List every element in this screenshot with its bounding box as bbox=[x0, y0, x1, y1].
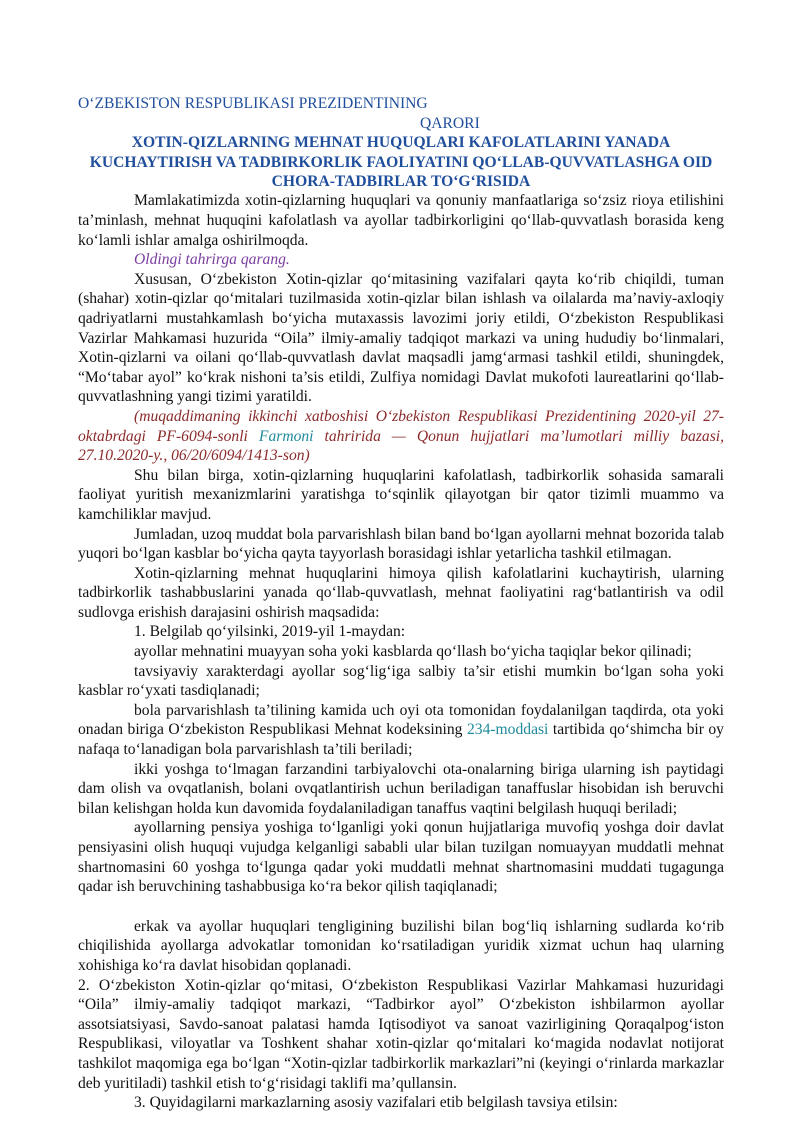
item-1: 1. Belgilab qo‘yilsinki, 2019-yil 1-maydan: bbox=[134, 623, 406, 641]
item-1-pension: ayollarning pensiya yoshiga to‘lganligi yoki qonun hujjatlariga muvofiq yoshga doir davlat pensiyasini olish huquqi vujudga kelganligi sababli ular bilan tuzilgan nomuayyan muddatli mehnat shartnomasini 60 yoshga to‘lgunga qadar yoki muddatli mehnat shartnomasini muddati tugagunga qadar ish beruvchining tashabbusiga ko‘ra bekor qilish taqiqlanadi; bbox=[78, 819, 724, 896]
amendment-note-text: (muqaddimaning ikkinchi xatboshisi O‘zbekiston Respublikasi Prezidentining 2020-yil 27-oktabrdagi PF-6094-sonli bbox=[78, 407, 724, 445]
parental-leave-rest: tartibida qo‘shimcha bir oy nafaqa to‘lanadigan bola parvarishlash ta’tili beriladi; bbox=[78, 721, 724, 759]
item-2: 2. O‘zbekiston Xotin-qizlar qo‘mitasi, O‘zbekiston Respublikasi Vazirlar Mahkamasi huzuridagi “Oila” ilmiy-amaliy tadqiqot markazi, “Tadbirkor ayol” O‘zbekiston ishbilarmon ayollar assotsiatsiyasi, Savdo-sanoat palatasi hamda Iqtisodiyot va sanoat vazirligining Qoraqalpog‘iston Respublikasi, viloyatlar va Toshkent shahar xotin-qizlar qo‘mitalari ko‘magida nodavlat notijorat tashkilot maqomiga ega bo‘lgan “Xotin-qizlar tadbirkorlik markazlari”ni (keyingi o‘rinlarda markazlar deb yuritiladi) tashkil etish to‘g‘risidagi taklifi ma’qullansin. bbox=[78, 976, 724, 1092]
item-1-parental-leave bbox=[78, 701, 724, 760]
previous-edition-link[interactable]: Oldingi tahrirga qarang. bbox=[134, 251, 290, 269]
paragraph-intro: Mamlakatimizda xotin-qizlarning huquqlari va qonuniy manfaatlariga so‘zsiz rioya etilishini ta’minlash, mehnat huquqini kafolatlash va ayollar tadbirkorligini qo‘llab-quvvatlash borasida keng ko‘lamli ishlar amalga oshirilmoqda. bbox=[78, 192, 724, 249]
document-title: XOTIN-QIZLARNING MEHNAT HUQUQLARI KAFOLATLARINI YANADA KUCHAYTIRISH VA TADBIRKORLIK FAOLIYATINI QO‘LLAB-QUVVATLASHGA OID CHORA-TADBIRLAR TO‘G‘RISIDA bbox=[89, 134, 713, 190]
amendment-note bbox=[78, 407, 724, 466]
amendment-note-source: tahririda — Qonun hujjatlari ma’lumotlari milliy bazasi, 27.10.2020-y., 06/20/6094/1413-son) bbox=[78, 427, 724, 465]
header-doc-type: QARORI bbox=[420, 114, 480, 132]
header-issuer: O‘ZBEKISTON RESPUBLIKASI PREZIDENTINING bbox=[78, 95, 428, 112]
item-1-legal-aid: erkak va ayollar huquqlari tengligining buzilishi bilan bog‘liq ishlarning sudlarda ko‘rib chiqilishida ayollarga advokatlar tomonidan ko‘rsatiladigan yuridik xizmat uchun haq ularning xohishiga ko‘ra davlat hisobidan qoplanadi. bbox=[78, 917, 724, 974]
item-1-list-approved: tavsiyaviy xarakterdagi ayollar sog‘lig‘iga salbiy ta’sir etishi mumkin bo‘lgan soha yoki kasblar ro‘yxati tasdiqlanadi; bbox=[78, 662, 724, 700]
parental-leave-text: bola parvarishlash ta’tilining kamida uch oyi ota tomonidan foydalanilgan taqdirda, ota yoki onadan biriga O‘zbekiston Respublikasi Mehnat kodeksining bbox=[78, 701, 724, 739]
spacer bbox=[78, 897, 724, 917]
paragraph-purpose: Xotin-qizlarning mehnat huquqlarini himoya qilish kafolatlarini kuchaytirish, ularning tadbirkorlik tashabbuslarini yanada qo‘llab-quvvatlash, mehnat faoliyatini rag‘batlantirish va odil sudlovga erishish darajasini oshirish maqsadida: bbox=[78, 564, 724, 621]
item-3: 3. Quyidagilarni markazlarning asosiy vazifalari etib belgilash tavsiya etilsin: bbox=[134, 1094, 618, 1112]
document-page bbox=[78, 94, 724, 1113]
item-1-ban-lifted: ayollar mehnatini muayyan soha yoki kasblarda qo‘llash bo‘yicha taqiqlar bekor qilinadi; bbox=[134, 643, 692, 661]
paragraph-measures: Xususan, O‘zbekiston Xotin-qizlar qo‘mitasining vazifalari qayta ko‘rib chiqildi, tuman (shahar) xotin-qizlar qo‘mitalari tuzilmasida xotin-qizlar bilan ishlash va oilalarda ma’naviy-axloqiy qadriyatlarni mustahkamlash bo‘yicha mutaxassis lavozimi joriy etildi, O‘zbekiston Respublikasi Vazirlar Mahkamasi huzurida “Oila” ilmiy-amaliy tadqiqot markazi va uning hududiy bo‘linmalari, Xotin-qizlarni va oilani qo‘llab-quvvatlash davlat maqsadli jamg‘armasi tashkil etildi, shuningdek, “Mo‘tabar ayol” ko‘krak nishoni ta’sis etildi, Zulfiya nomidagi Davlat mukofoti laureatlarini qo‘llab-quvvatlashning yangi tizimi yaratildi. bbox=[78, 270, 724, 406]
paragraph-problems: Shu bilan birga, xotin-qizlarning huquqlarini kafolatlash, tadbirkorlik sohasida samarali faoliyat yuritish mexanizmlarini yaratishga to‘sqinlik qilayotgan bir qator tizimli muammo va kamchiliklar mavjud. bbox=[78, 466, 724, 523]
item-1-breaks: ikki yoshga to‘lmagan farzandini tarbiyalovchi ota-onalarning biriga ularning ish paytidagi dam olish va ovqatlanish, bolani ovqatlantirish uchun beriladigan tanaffuslar hisobidan ish beruvchi bilan kelishgan holda kun davomida foydalaniladigan tanaffus vaqtini belgilash huquqi beriladi; bbox=[78, 760, 724, 817]
article-234-link[interactable]: 234-moddasi bbox=[466, 721, 549, 739]
decree-link[interactable]: Farmoni bbox=[258, 427, 314, 445]
paragraph-retraining: Jumladan, uzoq muddat bola parvarishlash bilan band bo‘lgan ayollarni mehnat bozorida talab yuqori bo‘lgan kasblar bo‘yicha qayta tayyorlash borasidagi ishlar yetarlicha tashkil etilmagan. bbox=[78, 525, 724, 563]
